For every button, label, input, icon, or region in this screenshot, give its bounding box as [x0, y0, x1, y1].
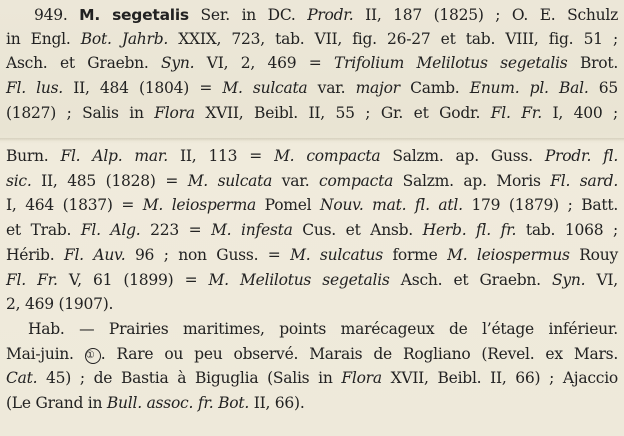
text-segment: var. [307, 79, 356, 97]
text-segment: VI, [585, 271, 618, 289]
text-segment: compacta [319, 172, 394, 190]
text-segment: II, 113 = [167, 147, 275, 165]
text-segment: M. leiosperma [142, 196, 257, 214]
text-segment: . Rare ou peu observé. Marais de Rogliano (Revel. ex Mars. [100, 345, 618, 363]
text-segment: Fl. Alg. [80, 221, 141, 239]
text-segment: Camb. [399, 79, 470, 97]
text-segment: Fl. sard. [550, 172, 618, 190]
text-segment: Hérib. [6, 246, 64, 264]
entry-line [6, 51, 618, 75]
text-segment: Fl. Alp. mar. [60, 147, 168, 165]
habitat-line [6, 317, 618, 341]
text-segment: Asch. et Graebn. [6, 54, 162, 72]
text-segment: (1827) ; Salis in [6, 104, 155, 122]
text-segment: Cat. [6, 369, 38, 387]
text-segment: Bot. Jahrb. [80, 30, 169, 48]
text-segment: tab. 1068 ; [516, 221, 619, 239]
text-segment: Ser. in DC. [188, 6, 308, 24]
text-segment: et Trab. [6, 221, 81, 239]
text-segment: Asch. et Graebn. [389, 271, 553, 289]
entry-line [6, 243, 618, 267]
text-segment: II, 66). [249, 394, 305, 412]
text-segment: Nouv. mat. fl. atl. [320, 196, 463, 214]
habitat-line [6, 366, 618, 390]
text-segment: forme [382, 246, 448, 264]
text-segment: II, 484 (1804) = [62, 79, 223, 97]
entry-line [6, 3, 618, 27]
entry-line [6, 193, 618, 217]
text-segment: var. [272, 172, 320, 190]
text-segment: 223 = [140, 221, 212, 239]
text-segment: Prodr. fl. [544, 147, 619, 165]
text-segment: Cus. et Ansb. [292, 221, 423, 239]
text-segment: VI, 2, 469 = [194, 54, 334, 72]
text-segment: in Engl. [6, 30, 81, 48]
text-segment: Hab. — Prairies maritimes, points marécageux de l’étage inférieur. [28, 320, 618, 338]
entry-line [6, 169, 618, 193]
text-segment: major [355, 79, 400, 97]
entry-line [6, 218, 618, 242]
text-segment: 179 (1879) ; Batt. [462, 196, 619, 214]
entry-line [6, 268, 618, 292]
text-segment: Fl. lus. [6, 79, 63, 97]
text-segment: 2, 469 (1907). [6, 295, 114, 313]
text-segment: M. sulcata [187, 172, 273, 190]
entry-line [6, 292, 618, 316]
text-segment: Fl. Auv. [63, 246, 126, 264]
text-segment: M. segetalis [79, 6, 189, 24]
text-segment: 45) ; de Bastia à Biguglia (Salis in [37, 369, 342, 387]
text-segment: Prodr. [307, 6, 354, 24]
text-segment: II, 485 (1828) = [31, 172, 188, 190]
text-segment: Brot. [567, 54, 618, 72]
text-segment: M. sulcatus [290, 246, 383, 264]
text-segment: Bull. assoc. fr. Bot. [106, 394, 250, 412]
habitat-line [6, 342, 618, 366]
text-segment: Fl. Fr. [6, 271, 58, 289]
text-segment: 65 [588, 79, 618, 97]
text-segment: I, 400 ; [541, 104, 619, 122]
text-segment: Trifolium Melilotus segetalis [333, 54, 568, 72]
text-segment: M. sulcata [222, 79, 308, 97]
text-segment: (Le Grand in [6, 394, 107, 412]
text-segment: M. leiospermus [447, 246, 570, 264]
text-segment: Flora [341, 369, 382, 387]
entry-line [6, 101, 618, 125]
text-segment: Pomel [256, 196, 321, 214]
text-segment: Salzm. ap. Guss. [380, 147, 545, 165]
text-segment: Rouy [569, 246, 618, 264]
text-segment: Enum. pl. Bal. [469, 79, 589, 97]
entry-line [6, 76, 618, 100]
text-segment: Herb. fl. fr. [422, 221, 517, 239]
text-segment: Flora [154, 104, 195, 122]
entry-line [6, 27, 618, 51]
text-segment: Syn. [552, 271, 586, 289]
text-segment: XVII, Beibl. II, 66) ; Ajaccio [381, 369, 618, 387]
text-segment: Burn. [6, 147, 61, 165]
habitat-line [6, 391, 618, 415]
annual-symbol-icon: ① [85, 348, 101, 364]
text-segment: XVII, Beibl. II, 55 ; Gr. et Godr. [194, 104, 491, 122]
text-segment: 949. [34, 6, 80, 24]
text-segment: II, 187 (1825) ; O. E. Schulz [353, 6, 618, 24]
text-segment: Mai-juin. [6, 345, 85, 363]
text-segment: XXIX, 723, tab. VII, fig. 26-27 et tab. VIII, fig. 51 ; [168, 30, 618, 48]
text-segment: M. Melilotus segetalis [208, 271, 390, 289]
entry-line [6, 144, 618, 168]
text-segment: Syn. [161, 54, 195, 72]
page-fold-shadow [0, 138, 624, 141]
text-segment: sic. [6, 172, 32, 190]
text-segment: M. infesta [211, 221, 293, 239]
text-segment: Salzm. ap. Moris [393, 172, 551, 190]
text-segment: V, 61 (1899) = [57, 271, 209, 289]
text-segment: 96 ; non Guss. = [125, 246, 291, 264]
text-segment: I, 464 (1837) = [6, 196, 143, 214]
text-segment: Fl. Fr. [490, 104, 542, 122]
text-segment: M. compacta [274, 147, 381, 165]
